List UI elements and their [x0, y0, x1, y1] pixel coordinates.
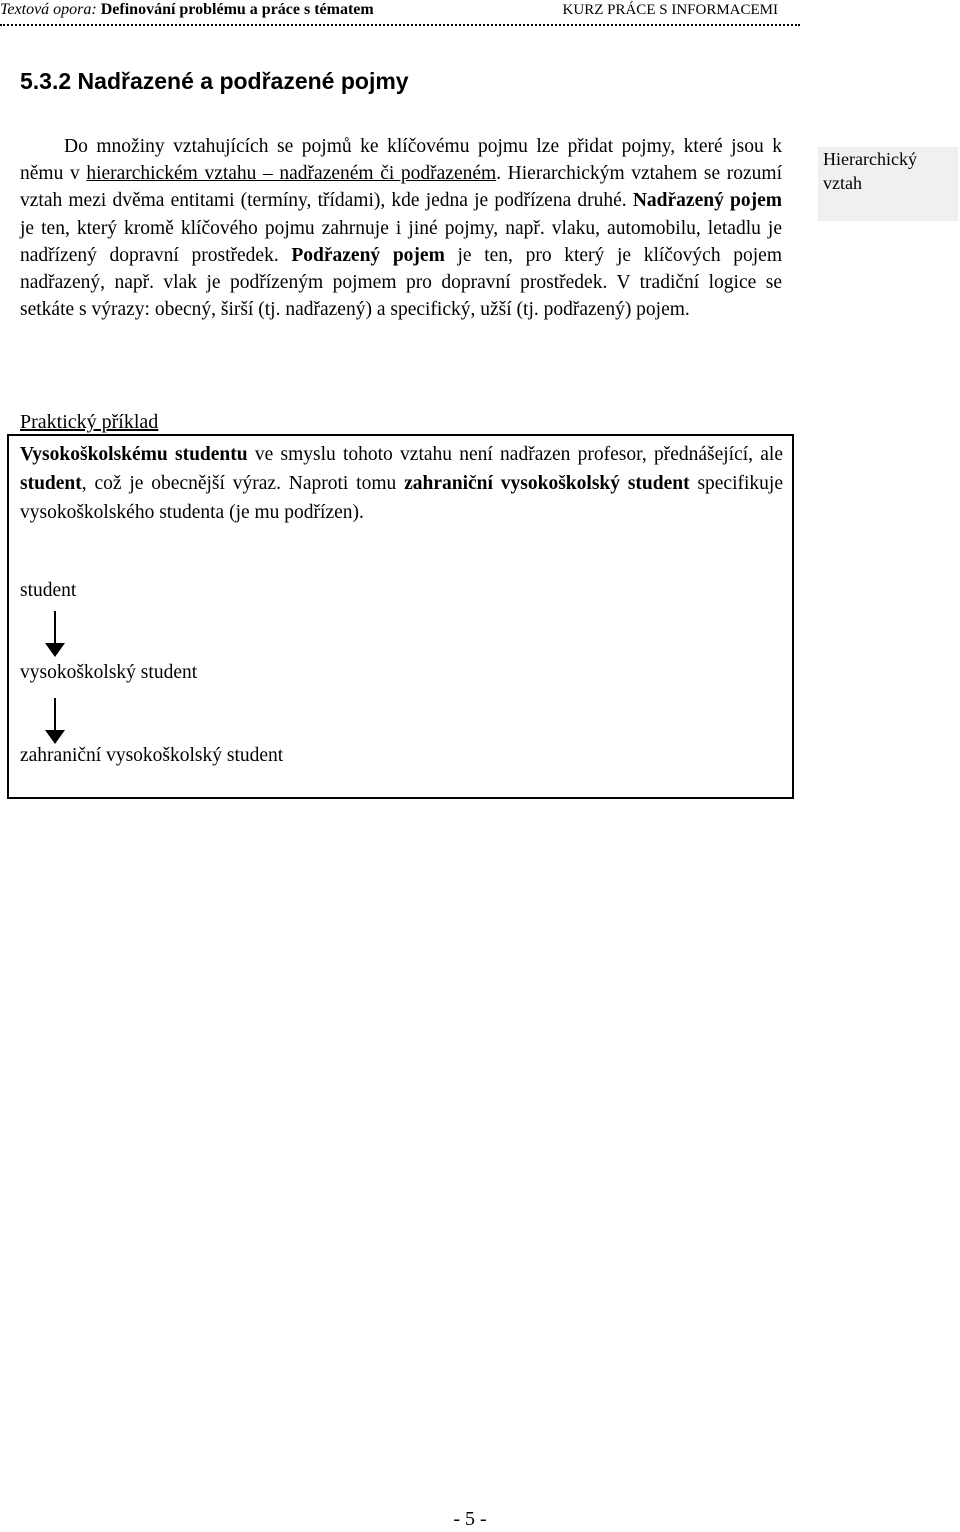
- para-text-2: . Hierarchickým vztahem se rozumí vztah mezi dvěma entitami (termíny, třídami), kde jedna je podřízena druhé.: [20, 163, 782, 212]
- para-text-3: je ten, který kromě klíčového pojmu zahrnuje i jiné pojmy, např. vlaku, automobilu, letadlu je nadřízený dopravní prostředek.: [20, 217, 782, 266]
- page-number: - 5 -: [453, 1508, 487, 1530]
- margin-note-line-1: Hierarchický: [823, 149, 917, 169]
- hierarchy-term-2: vysokoškolský student: [20, 662, 198, 683]
- example-text-3: specifikuje vysokoškolského studenta (je mu podřízen).: [20, 473, 783, 523]
- term-subordinate: Podřazený pojem: [291, 244, 445, 266]
- hierarchy-term-1: student: [20, 580, 77, 601]
- body-paragraph: [20, 133, 782, 323]
- header-course: KURZ PRÁCE S INFORMACEMI: [562, 2, 778, 18]
- example-text-1: ve smyslu tohoto vztahu není nadřazen profesor, přednášející, ale: [247, 444, 783, 465]
- hierarchy-link-text: hierarchickém vztahu – nadřazeném či podřazeném: [86, 163, 497, 185]
- section-title: 5.3.2 Nadřazené a podřazené pojmy: [20, 68, 409, 94]
- header-label: Textová opora:: [0, 1, 97, 18]
- para-text-1: Do množiny vztahujících se pojmů ke klíčovému pojmu lze přidat pojmy, které jsou k němu v: [20, 136, 782, 185]
- margin-note-line-2: vztah: [823, 173, 862, 193]
- example-box: [7, 434, 794, 799]
- header-left: [0, 0, 374, 20]
- header-title: Definování problému a práce s tématem: [100, 1, 374, 18]
- example-bold-1: Vysokoškolskému studentu: [20, 444, 248, 465]
- page-header: [0, 0, 800, 26]
- term-superordinate: Nadřazený pojem: [632, 190, 782, 212]
- example-bold-2: student: [20, 473, 82, 494]
- para-text-4: je ten, pro který je klíčových pojem nadřazený, např. vlak je podřízeným pojmem pro dopravní prostředek. V tradiční logice se setkáte s výrazy: obecný, širší (tj. nadřazený) a specifický, užší (tj. podřazený) pojem.: [20, 244, 782, 321]
- example-text: [20, 440, 783, 527]
- example-text-2: , což je obecnější výraz. Naproti tomu: [81, 473, 405, 494]
- margin-note: [818, 147, 958, 221]
- arrow-down-icon: [43, 611, 67, 659]
- arrow-down-icon: [43, 698, 67, 746]
- example-bold-3: zahraniční vysokoškolský student: [404, 473, 690, 494]
- hierarchy-term-3: zahraniční vysokoškolský student: [20, 745, 284, 766]
- example-title: Praktický příklad: [20, 411, 159, 433]
